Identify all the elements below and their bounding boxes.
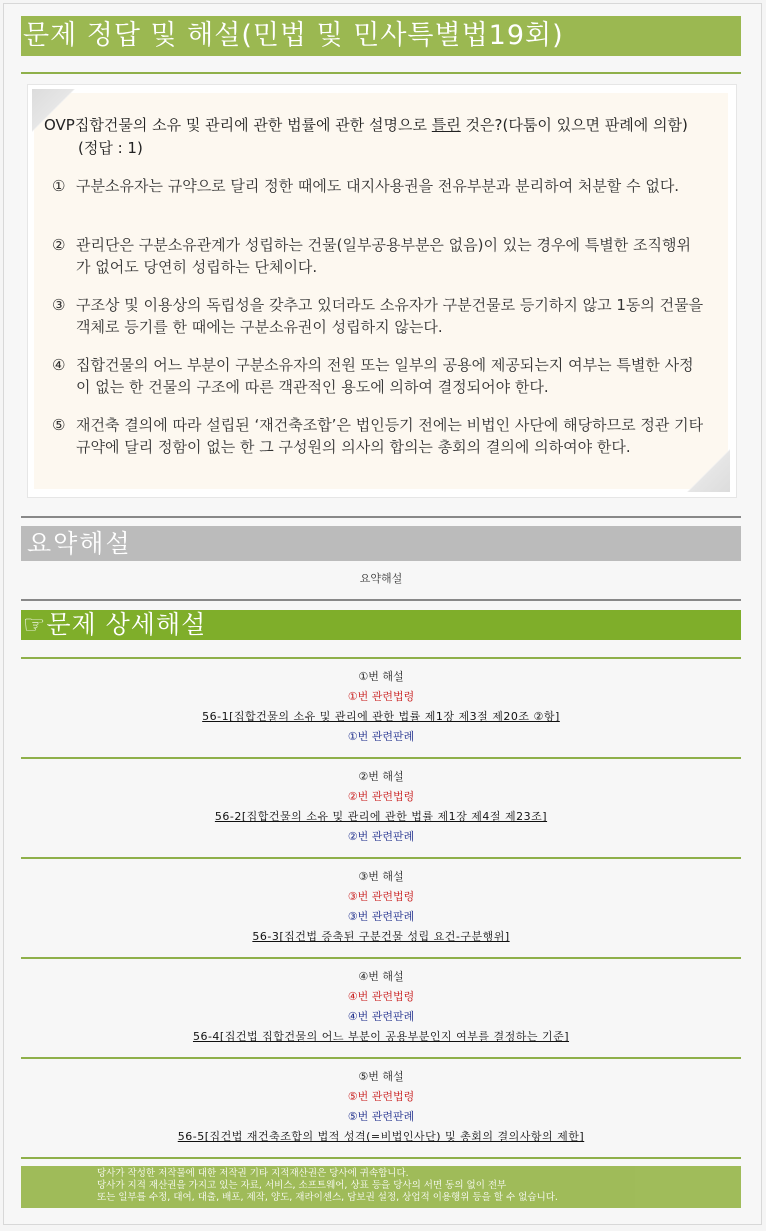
- explanation-title: ②번 해설: [358, 770, 404, 783]
- explanation-section-5: [21, 1067, 741, 1147]
- divider: [21, 1057, 741, 1059]
- divider: [21, 516, 741, 518]
- related-case-link[interactable]: ④번 관련판례: [347, 1010, 415, 1023]
- related-law-link[interactable]: ④번 관련법령: [347, 990, 415, 1003]
- option-5: ⑤ 재건축 결의에 따라 설립된 ‘재건축조합’은 법인등기 전에는 비법인 사단에 해당하므로 정관 기타 규약에 달리 정함이 없는 한 그 구성원의 의사의 합의는 총회의 결의에 의하여야 한다.: [52, 416, 704, 456]
- related-law-link[interactable]: ⑤번 관련법령: [347, 1090, 415, 1103]
- summary-text: 요약해설: [359, 572, 403, 585]
- divider: [21, 757, 741, 759]
- related-case-link[interactable]: ②번 관련판례: [347, 830, 415, 843]
- divider: [21, 957, 741, 959]
- copyright-footer: [21, 1166, 741, 1208]
- option-4: ④ 집합건물의 어느 부분이 구분소유자의 전원 또는 일부의 공용에 제공되는지 여부는 특별한 사정이 없는 한 건물의 구조에 따른 객관적인 용도에 의하여 결정되어야 한다.: [52, 356, 694, 396]
- explanation-section-3: [21, 867, 741, 947]
- question-prefix: OVP: [44, 116, 75, 134]
- divider: [21, 72, 741, 74]
- explanation-section-2: [21, 767, 741, 847]
- question-text: 집합건물의 소유 및 관리에 관한 법률에 관한 설명으로: [74, 116, 432, 134]
- related-case-link[interactable]: ⑤번 관련판례: [347, 1110, 415, 1123]
- explanation-title: ⑤번 해설: [358, 1070, 404, 1083]
- case-reference-link[interactable]: 56-4[집건법 집합건물의 어느 부분이 공용부분인지 여부를 결정하는 기준]: [192, 1030, 570, 1043]
- question-text-after: 것은?(다툼이 있으면 판례에 의함) (정답 : 1): [78, 116, 688, 157]
- related-case-link[interactable]: ①번 관련판례: [347, 730, 415, 743]
- divider: [21, 1157, 741, 1159]
- question-underlined: 틀린: [431, 116, 461, 134]
- footer-line: 또는 일부를 수정, 대여, 대출, 배포, 제작, 양도, 재라이센스, 담보권 설정, 상업적 이용행위 등을 할 수 없습니다.: [97, 1192, 558, 1203]
- footer-line: 당사가 작성한 저작물에 대한 저작권 기타 지적재산권은 당사에 귀속합니다.: [97, 1168, 409, 1179]
- related-law-link[interactable]: ①번 관련법령: [347, 690, 415, 703]
- related-law-link[interactable]: ③번 관련법령: [347, 890, 415, 903]
- related-case-link[interactable]: ③번 관련판례: [347, 910, 415, 923]
- explanation-section-4: [21, 967, 741, 1047]
- divider: [21, 599, 741, 601]
- explanation-title: ④번 해설: [358, 970, 404, 983]
- option-2: ② 관리단은 구분소유관계가 성립하는 건물(일부공용부분은 없음)이 있는 경우에 특별한 조직행위가 없어도 당연히 성립하는 단체이다.: [52, 236, 691, 276]
- explanation-section-1: [21, 667, 741, 747]
- case-reference-link[interactable]: 56-3[집건법 증축된 구분건물 성립 요건-구분행위]: [252, 930, 510, 943]
- option-1: ① 구분소유자는 규약으로 달리 정한 때에도 대지사용권을 전유부분과 분리하여 처분할 수 없다.: [52, 177, 680, 195]
- divider: [21, 857, 741, 859]
- related-law-link[interactable]: ②번 관련법령: [347, 790, 415, 803]
- law-reference-link[interactable]: 56-2[집합건물의 소유 및 관리에 관한 법률 제1장 제4절 제23조]: [214, 810, 548, 823]
- summary-heading: 요약해설: [21, 526, 741, 561]
- footer-line: 당사가 지적 재산권을 가지고 있는 자료, 서비스, 소프트웨어, 상표 등을 당사의 서면 동의 없이 전부: [97, 1180, 507, 1191]
- case-reference-link[interactable]: 56-5[집건법 재건축조합의 법적 성격(=비법인사단) 및 총회의 결의사항의 제한]: [177, 1130, 585, 1143]
- explanation-title: ③번 해설: [358, 870, 404, 883]
- page-title: 문제 정답 및 해설(민법 및 민사특별법19회): [21, 16, 741, 56]
- detail-heading: ☞문제 상세해설: [21, 610, 741, 640]
- question: [44, 114, 704, 160]
- law-reference-link[interactable]: 56-1[집합건물의 소유 및 관리에 관한 법률 제1장 제3절 제20조 ②항]: [202, 710, 560, 723]
- option-3: ③ 구조상 및 이용상의 독립성을 갖추고 있더라도 소유자가 구분건물로 등기하지 않고 1동의 건물을 객체로 등기를 한 때에는 구분소유권이 성립하지 않는다.: [52, 296, 704, 336]
- divider: [21, 657, 741, 659]
- explanation-title: ①번 해설: [358, 670, 404, 683]
